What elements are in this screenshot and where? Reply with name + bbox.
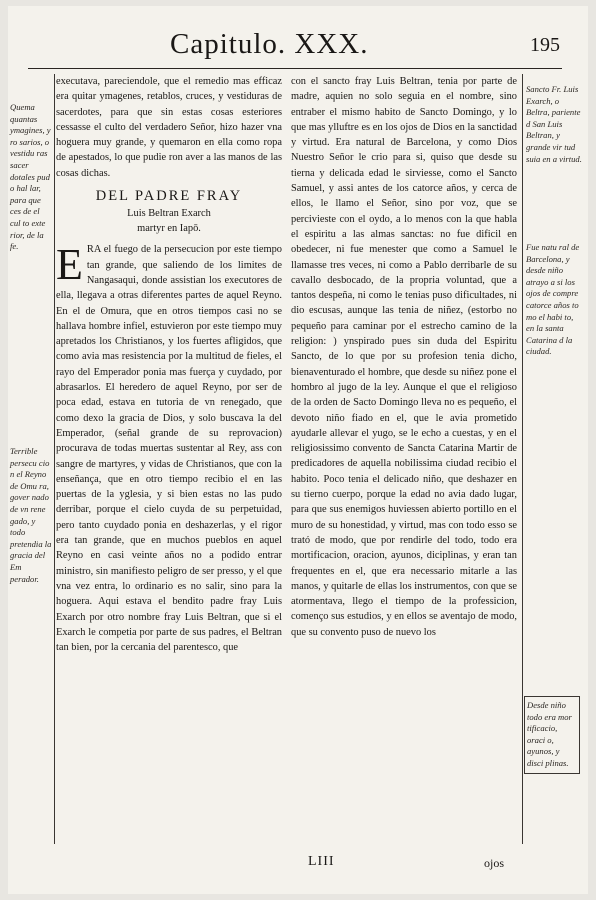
- left-margin-note-2: Terrible persecu cio n el Reyno de Omu ra, gover nado de vn rene gado, y todo pretendia la gracia del Em perador.: [10, 446, 52, 584]
- chapter-title: Capitulo. XXX.: [170, 28, 369, 60]
- middle-paragraph: con el sancto fray Luis Beltran, tenia por parte de madre, aquien no solo seguia en el nombre, sino entraber el mismo habito de Sancto Domingo, y lo que mas ylluftre es en los ojos de Dios en la sanctidad y virtud. Era natural de Barcelona, y como Dios Nuestro Señor le crio para si, quiso que desde su tierna y delicada edad le sirviesse, como el Sancto Samuel, y assi antes de los catorce años, y cerca de ellos, le llamo el Señor, sino por voz, que se percivieste con el oydo, a lo menos con la que habla el espiritu a las almas sanctas: no fue dificil en obedecer, ni fue menester que como a Samuel le llamasse tres veces, ni como a Pablo derribarle de su cavallo desbocado, de la propria voluntad, que a tantos despeña, ni como le tenias puso dificultades, ni dio escusas, aunque las tenia de niñez, (estorbo no pequeño para caminar por el estrecho camino de la religion: ) ynspirado pues sin duda del Espiritu Sancto, de lo que por su profesion tenia dicho, bienaventurado el hombre, que desde su niñez pone el hombro al jugo de la ley. Aunque el que el religioso de la orden de Sacto Domingo lleva no es pequeño, el devoto niño fiado en el, que le avia prometido ayudarle allevar el yugo, se le echo a cuestas, y en el religiosissimo convento de Sancta Catarina Martir de predicadores de aquella nobilissima ciudad recibio el habito. Poco tenia el delicado niño, que deshazer en su tierno cuerpo, porque la edad no avia dado lugar, para que sus enemigos huviessen abierto portillo en el muro de su honestidad, y virtud, mas con todo esso se trató de modo, que por rendirle del todo, todo era mortificacion, oracion, ayunos, diciplinas, y eran tan frequentes en el, que era necessario mitarle a las manos, y quitarle de ellas los instrumentos, con que se atormentava, llego el tiempo de la professicion, començo sus estudios, y en ellos se aventajo de modo, que su convento puso de nuevo los: [291, 76, 517, 638]
- section-subheading-1: Luis Beltran Exarch: [127, 208, 211, 220]
- right-margin-note-1: Sancto Fr. Luis Exarch, o Beltra, pariente d San Luis Beltran, y grande vir tud suia en a virtud.: [526, 84, 582, 164]
- right-column-rule: [522, 74, 523, 844]
- signature-mark: LIII: [308, 854, 335, 869]
- header-rule: [28, 68, 562, 69]
- section-heading: DEL PADRE FRAY: [95, 188, 243, 205]
- section-subheading-2: martyr en Iapō.: [137, 223, 201, 235]
- left-text-column: [56, 74, 282, 655]
- middle-text-column: [291, 74, 517, 640]
- right-margin-note-2: Fue natu ral de Barcelona, y desde niño atrayo a si los ojos de compre catorce años to mo el habi to, en la santa Catarina d la ciudad.: [526, 242, 580, 357]
- body-paragraph: RA el fuego de la persecucion por este tiempo tan grande, que saliendo de los limites de Nangasaqui, donde assistian los executores de ella, llegava a otras diferentes partes de aquel Reyno. En el de Omura, que en otros tiempos casi no se hallava hombre infiel, estuvieron por este tiempo muy apretados los Christianos, y los fuertes afligidos, que como avia mas resistencia por la multitud de fieles, el rayo del Emperador ponia mas fuerça y cuydado, por abrasarlos. El heredero de aquel Reyno, por ser de poca edad, estava en tutoria de vn renegado, que como dexo la gracia de Dios, y solo buscava la del Emperador, (señal grande de su reprovacion) procurava de todas muertas sustentar al Rey, ass con sangre de martyres, y vidas de Christianos, que con la enseñança, que en otro tiempo recibio el en las puertas de la yglesia, y si bien estas no las pudo derribar, porque el cielo cuyda de su perpetuidad, pero tanto cuydado ponia en deshazerlas, y el rigor era tan grande, que en muchos pueblos en aquel Reyno en casi veinte años no a podido entrar ministro, sin manifiesto peligro de ser presso, y el que vna vez entra, lo ordinario es no salir, sino para la hoguera. Aqui estava el bendito padre fray Luis Exarch por otro nombre fray Luis Beltran, que si el Exarch le competia por parte de sus padres, el Beltran tan bien, por la cercania del parentesco, que: [56, 244, 282, 654]
- page-number: 195: [530, 34, 560, 56]
- left-margin-note-1: Quema quantas ymagines, y ro sarios, o vestidu ras sacer dotales pud o hal lar, para que ces de el cul to exte rior, de la fe.: [10, 102, 51, 252]
- running-header: [158, 28, 578, 68]
- catchword: ojos: [484, 856, 505, 870]
- book-page: [8, 6, 588, 894]
- right-margin-note-3: Desde niño todo era mor tificacio, oraci o, ayunos, y disci plinas.: [524, 696, 580, 774]
- left-column-rule: [54, 74, 55, 844]
- opening-paragraph: executava, pareciendole, que el remedio mas efficaz era quitar ymagenes, retablos, cruces, y vestiduras de sacerdotes, para que sin estas cosas esteriores cessasse el culto del verdadero Señor, hizo hazer vna hoguera muy grande, y quemaron en ella como ropa de apestados, lo que pudie ron aver a las manos de las cosas dichas.: [56, 76, 282, 179]
- drop-cap: E: [56, 240, 83, 290]
